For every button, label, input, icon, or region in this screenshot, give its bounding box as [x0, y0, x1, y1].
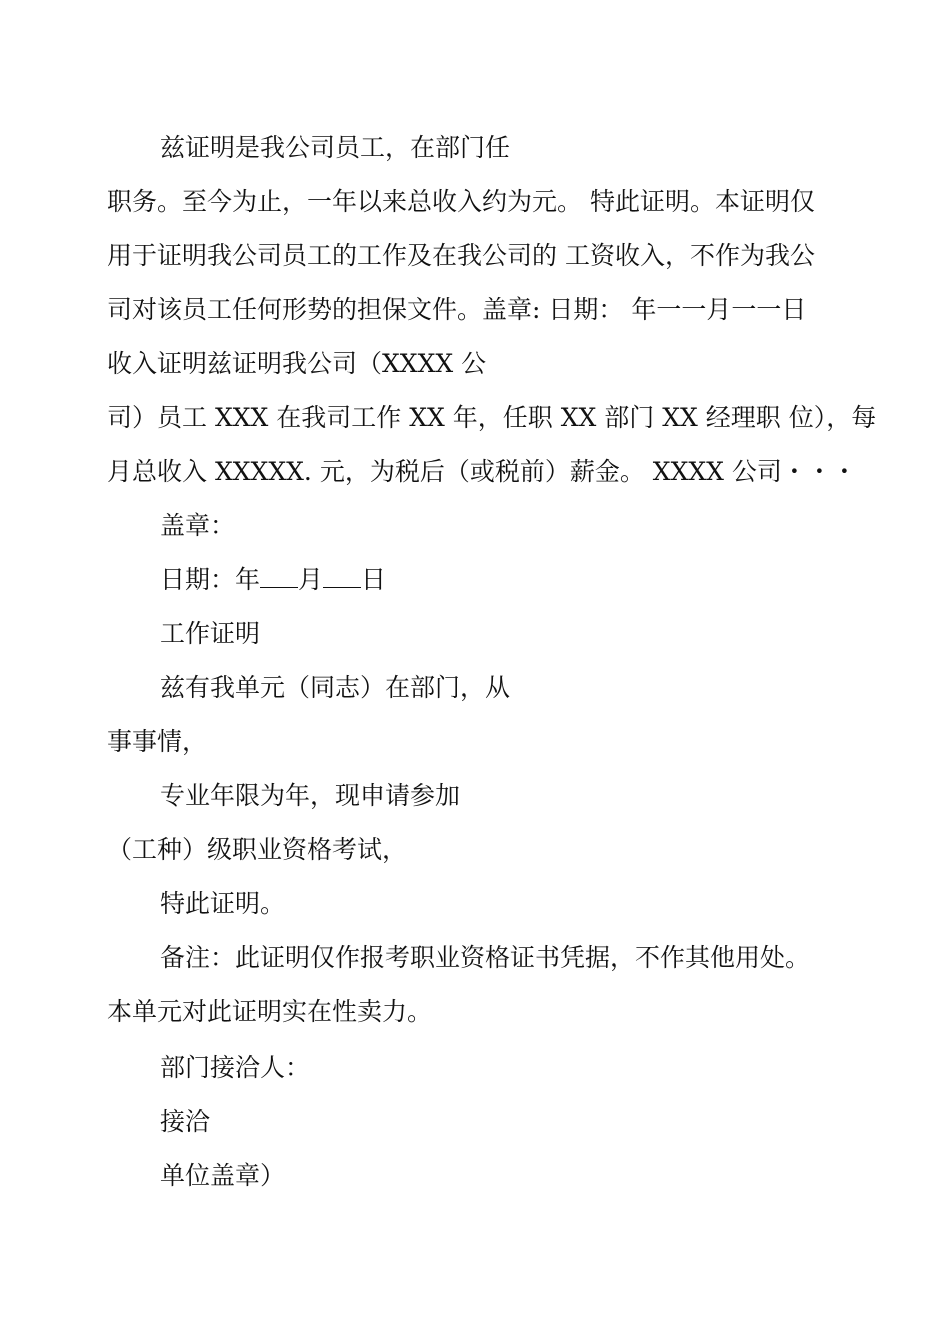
date-line	[160, 563, 860, 597]
paragraph-line: 特此证明。	[160, 889, 286, 918]
paragraph-line: 职务。至今为止，一年以来总收入约为元。 特此证明。本证明仅	[107, 187, 815, 216]
month-label: 月	[298, 565, 324, 594]
contact-label: 部门接洽人：	[160, 1053, 311, 1082]
date-label: 日期：年	[160, 565, 261, 594]
note-line: 备注：此证明仅作报考职业资格证书凭据，不作其他用处。	[160, 943, 811, 972]
paragraph-line: 本单元对此证明实在性卖力。	[107, 997, 433, 1026]
contact-label: 接洽	[160, 1107, 211, 1136]
seal-label: 单位盖章）	[160, 1161, 286, 1190]
paragraph-line: 月总收入 XXXXX. 元，为税后（或税前）薪金。 XXXX 公司・・・	[107, 457, 857, 486]
paragraph-line: 司）员工 XXX 在我司工作 XX 年，任职 XX 部门 XX 经理职 位），每	[107, 403, 877, 432]
paragraph-line: 收入证明兹证明我公司（XXXX 公	[107, 349, 487, 378]
day-label: 日	[361, 565, 387, 594]
paragraph-line: 专业年限为年，现申请参加	[160, 781, 461, 810]
paragraph-line: 兹有我单元（同志）在部门，从	[160, 673, 511, 702]
paragraph-line: 事事情，	[107, 727, 208, 756]
blank-underline	[323, 563, 361, 588]
paragraph-line: 兹证明是我公司员工，在部门任	[160, 133, 511, 162]
section-title: 工作证明	[160, 619, 261, 648]
paragraph-line: （工种）级职业资格考试，	[107, 835, 408, 864]
paragraph-line: 司对该员工任何形势的担保文件。盖章: 日期： 年一一月一一日	[107, 295, 807, 324]
seal-label: 盖章：	[160, 511, 236, 540]
blank-underline	[260, 563, 298, 588]
paragraph-line: 用于证明我公司员工的工作及在我公司的 工资收入，不作为我公	[107, 241, 815, 270]
